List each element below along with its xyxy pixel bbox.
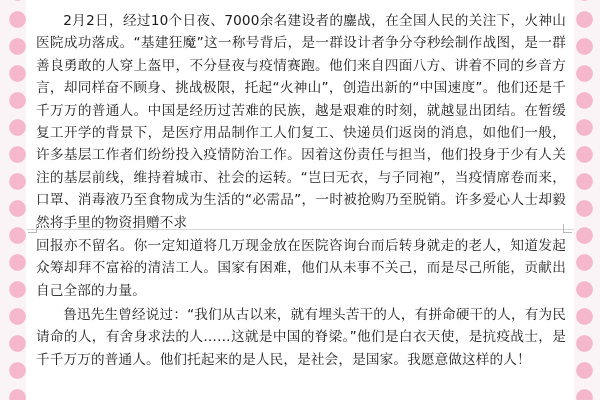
page-corner-mark-left: [28, 224, 37, 233]
paragraph-3: 鲁迅先生曾经说过：“我们从古以来，就有埋头苦干的人，有拼命硬干的人，有为民请命的人，有舍身求法的人……这就是中国的脊梁。”他们是白衣天使，是抗疫战士，是千千万万的普通人。他们托起来的是人民，是社会，是国家。我愿意做这样的人！: [36, 307, 566, 368]
paragraph-1: 2月2日，经过10个日夜、7000余名建设者的鏖战，在全国人民的关注下，火神山医院成功落成。“基建狂魔”这一称号背后，是一群设计者争分夺秒绘制作战图，是一群善良勇敢的人穿上盔甲，不分昼夜与疫情赛跑。他们来自四面八方、讲着不同的乡音方言，却同样奋不顾身、挑战极限，托起“火神山”，创造出新的“中国速度”。他们还是千千万万的普通人。中国是经历过苦难的民族，越是艰难的时刻，就越显出团结。在暂缓复工开学的背景下，是医疗用品制作工人们复工、快递员们返岗的消息，如他们一般，许多基层工作者们纷纷投入疫情防治工作。因着这份责任与担当，他们投身于少有人关注的基层前线，维持着城市、社会的运转。“岂曰无衣，与子同袍”，当疫情席卷而来，口罩、消毒液乃至食物成为生活的“必需品”，一时被抢购乃至脱销。许多爱心人士却毅然将手里的物资捐赠不求: [36, 13, 566, 231]
page-break-line: [26, 229, 574, 230]
document-page: [26, 0, 574, 400]
paragraph-2: 回报亦不留名。你一定知道将几万现金放在医院咨询台而后转身就走的老人，知道发起众筹却拜不富裕的清洁工人。国家有困难，他们从未事不关己，而是尽己所能，贡献出自己全部的力量。: [36, 238, 566, 299]
page-corner-mark-right: [563, 224, 572, 233]
